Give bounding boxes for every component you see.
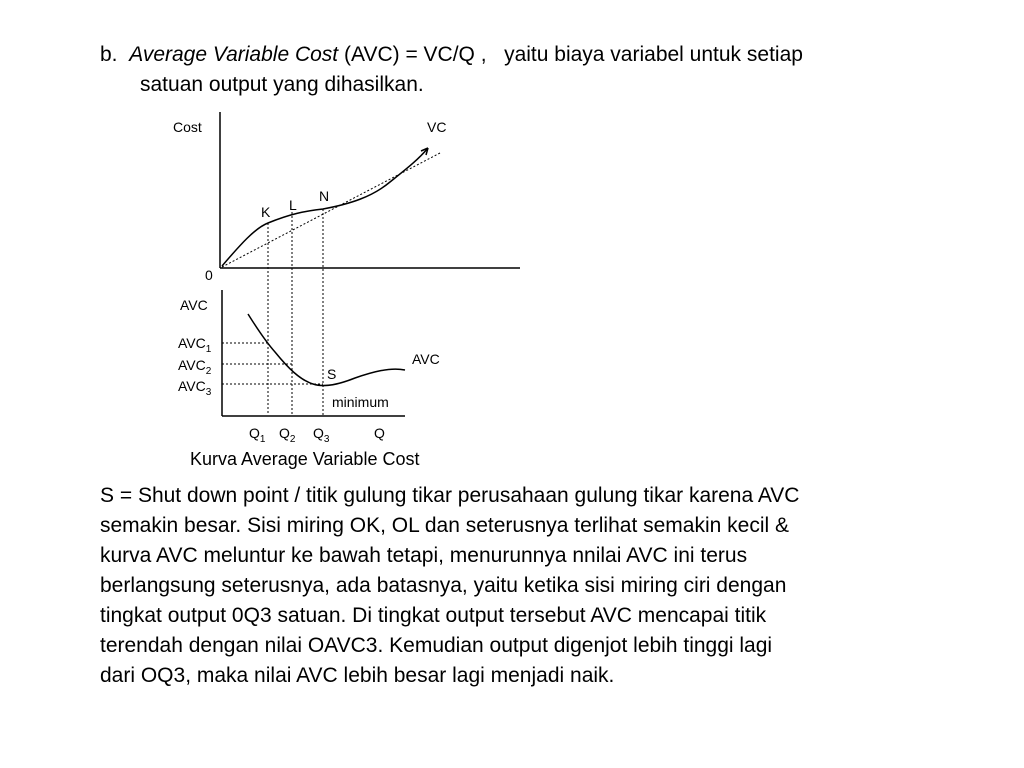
- point-s-label: S: [327, 366, 337, 382]
- paragraph-line: semakin besar. Sisi miring OK, OL dan seterusnya terlihat semakin kecil &: [100, 514, 790, 537]
- paragraph-line: terendah dengan nilai OAVC3. Kemudian output digenjot lebih tinggi lagi: [100, 634, 773, 657]
- vc-label: VC: [427, 119, 447, 135]
- point-l-label: L: [289, 197, 297, 213]
- ray-from-origin: [222, 153, 440, 267]
- bottom-y-label: AVC: [180, 297, 208, 313]
- avc1-label: $AVC_1$: [178, 335, 212, 355]
- heading-marker: b.: [100, 43, 118, 66]
- point-n-label: N: [319, 188, 330, 204]
- q1-label: $Q_1$: [249, 425, 266, 445]
- paragraph-line: S = Shut down point / titik gulung tikar perusahaan gulung tikar karena AVC: [100, 484, 800, 507]
- vc-curve: [222, 148, 428, 266]
- paragraph-line: kurva AVC meluntur ke bawah tetapi, menurunnya nnilai AVC ini terus: [100, 544, 748, 567]
- q2-label: $Q_2$: [279, 425, 296, 445]
- q-label: Q: [374, 425, 385, 441]
- top-y-label: Cost: [173, 119, 202, 135]
- heading-definition: yaitu biaya variabel untuk setiap: [504, 43, 803, 66]
- explanation-paragraph: [100, 481, 980, 691]
- minimum-label: minimum: [332, 394, 389, 410]
- paragraph-line: berlangsung seterusnya, ada batasnya, yaitu ketika sisi miring ciri dengan: [100, 574, 787, 597]
- avc-curve-label: AVC: [412, 351, 440, 367]
- figure-caption: Kurva Average Variable Cost: [190, 449, 420, 469]
- avc3-label: $AVC_3$: [178, 378, 212, 398]
- heading-definition-continued: satuan output yang dihasilkan.: [140, 73, 424, 96]
- avc2-label: $AVC_2$: [178, 357, 212, 377]
- point-k-label: K: [261, 204, 271, 220]
- paragraph-line: dari OQ3, maka nilai AVC lebih besar lagi menjadi naik.: [100, 664, 615, 687]
- q3-label: $Q_3$: [313, 425, 330, 445]
- paragraph-line: tingkat output 0Q3 satuan. Di tingkat output tersebut AVC mencapai titik: [100, 604, 767, 627]
- heading-term: Average Variable Cost: [129, 43, 339, 66]
- origin-label: 0: [205, 267, 213, 283]
- heading-formula: (AVC) = VC/Q ,: [344, 43, 487, 66]
